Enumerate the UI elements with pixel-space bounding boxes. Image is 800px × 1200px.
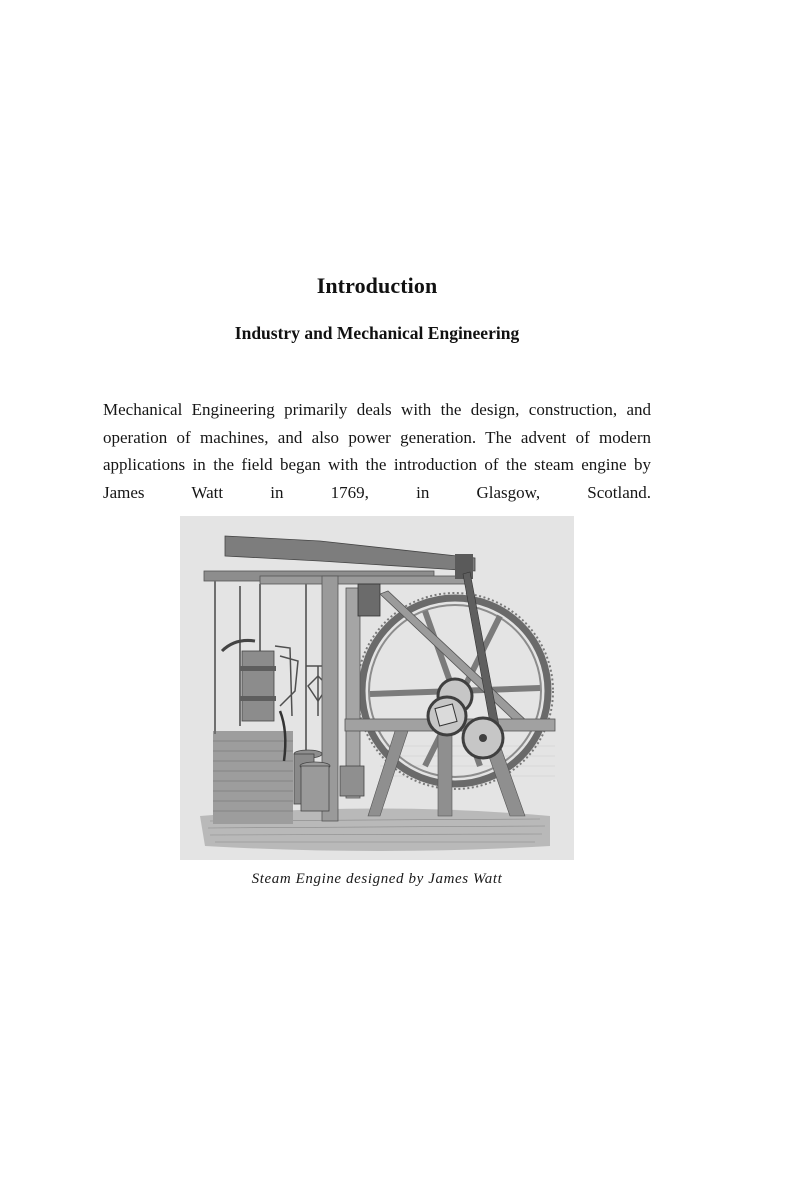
steam-engine-figure (180, 516, 574, 860)
figure-caption: Steam Engine designed by James Watt (251, 871, 503, 887)
section-title: Industry and Mechanical Engineering (234, 323, 520, 343)
chapter-title: Introduction (316, 273, 438, 298)
body-paragraph: Mechanical Engineering primarily deals with the design, construction, and operation of machines, and also power generation. The advent of modern applications in the field began with the introduction of the steam engine by James Watt in 1769, in Glasgow, Scotland. (103, 400, 651, 502)
steam-engine-illustration (180, 516, 574, 860)
